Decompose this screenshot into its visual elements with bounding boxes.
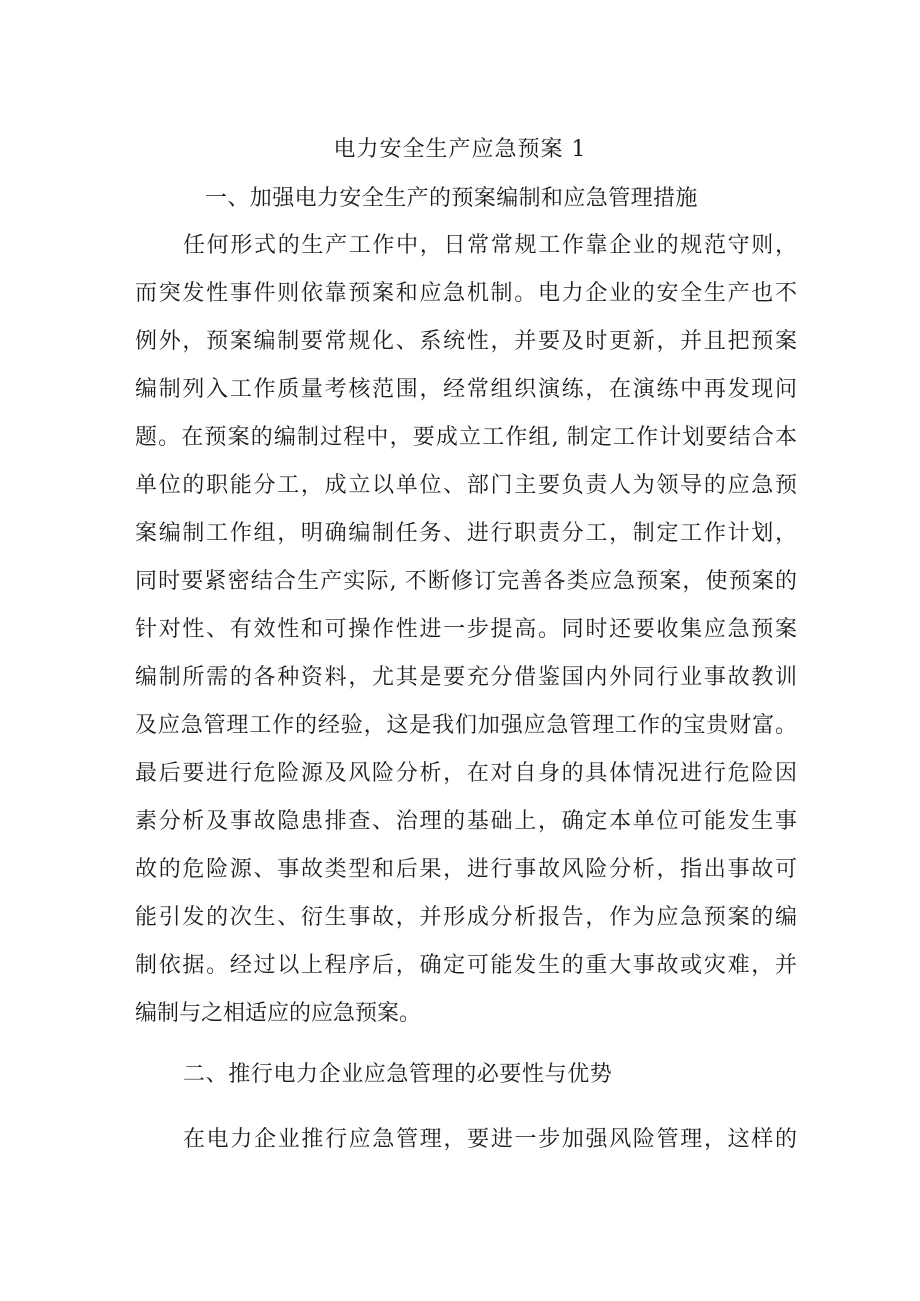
paragraph-line: 最后要进行危险源及风险分析，在对自身的具体情况进行危险因: [135, 761, 797, 786]
section-2-heading: 二、推行电力企业应急管理的必要性与优势: [183, 1062, 613, 1087]
document-title: 电力安全生产应急预案 1: [333, 137, 587, 162]
paragraph-line: 案编制工作组，明确编制任务、进行职责分工，制定工作计划，: [135, 521, 797, 546]
section-1-heading: 一、加强电力安全生产的预案编制和应急管理措施: [205, 186, 698, 211]
paragraph-line: 任何形式的生产工作中，日常常规工作靠企业的规范守则，: [183, 233, 797, 258]
paragraph-line: 而突发性事件则依靠预案和应急机制。电力企业的安全生产也不: [135, 281, 797, 306]
paragraph-line: 故的危险源、事故类型和后果，进行事故风险分析，指出事故可: [135, 857, 797, 882]
paragraph-line: 单位的职能分工，成立以单位、部门主要负责人为领导的应急预: [135, 473, 797, 498]
paragraph-line: 题。在预案的编制过程中，要成立工作组, 制定工作计划要结合本: [135, 425, 797, 450]
paragraph-line: 能引发的次生、衍生事故，并形成分析报告，作为应急预案的编: [135, 905, 797, 930]
paragraph-line: 在电力企业推行应急管理，要进一步加强风险管理，这样的: [183, 1127, 797, 1152]
paragraph-line: 制依据。经过以上程序后，确定可能发生的重大事故或灾难，并: [135, 953, 797, 978]
paragraph-line: 同时要紧密结合生产实际, 不断修订完善各类应急预案，使预案的: [135, 569, 797, 594]
paragraph-line: 及应急管理工作的经验，这是我们加强应急管理工作的宝贵财富。: [135, 713, 797, 738]
paragraph-line: 针对性、有效性和可操作性进一步提高。同时还要收集应急预案: [135, 617, 797, 642]
paragraph-line: 编制列入工作质量考核范围，经常组织演练，在演练中再发现问: [135, 377, 797, 402]
paragraph-line: 例外，预案编制要常规化、系统性，并要及时更新，并且把预案: [135, 329, 797, 354]
paragraph-line: 编制与之相适应的应急预案。: [135, 1001, 422, 1026]
paragraph-line: 素分析及事故隐患排查、治理的基础上，确定本单位可能发生事: [135, 809, 797, 834]
paragraph-line: 编制所需的各种资料，尤其是要充分借鉴国内外同行业事故教训: [135, 665, 797, 690]
